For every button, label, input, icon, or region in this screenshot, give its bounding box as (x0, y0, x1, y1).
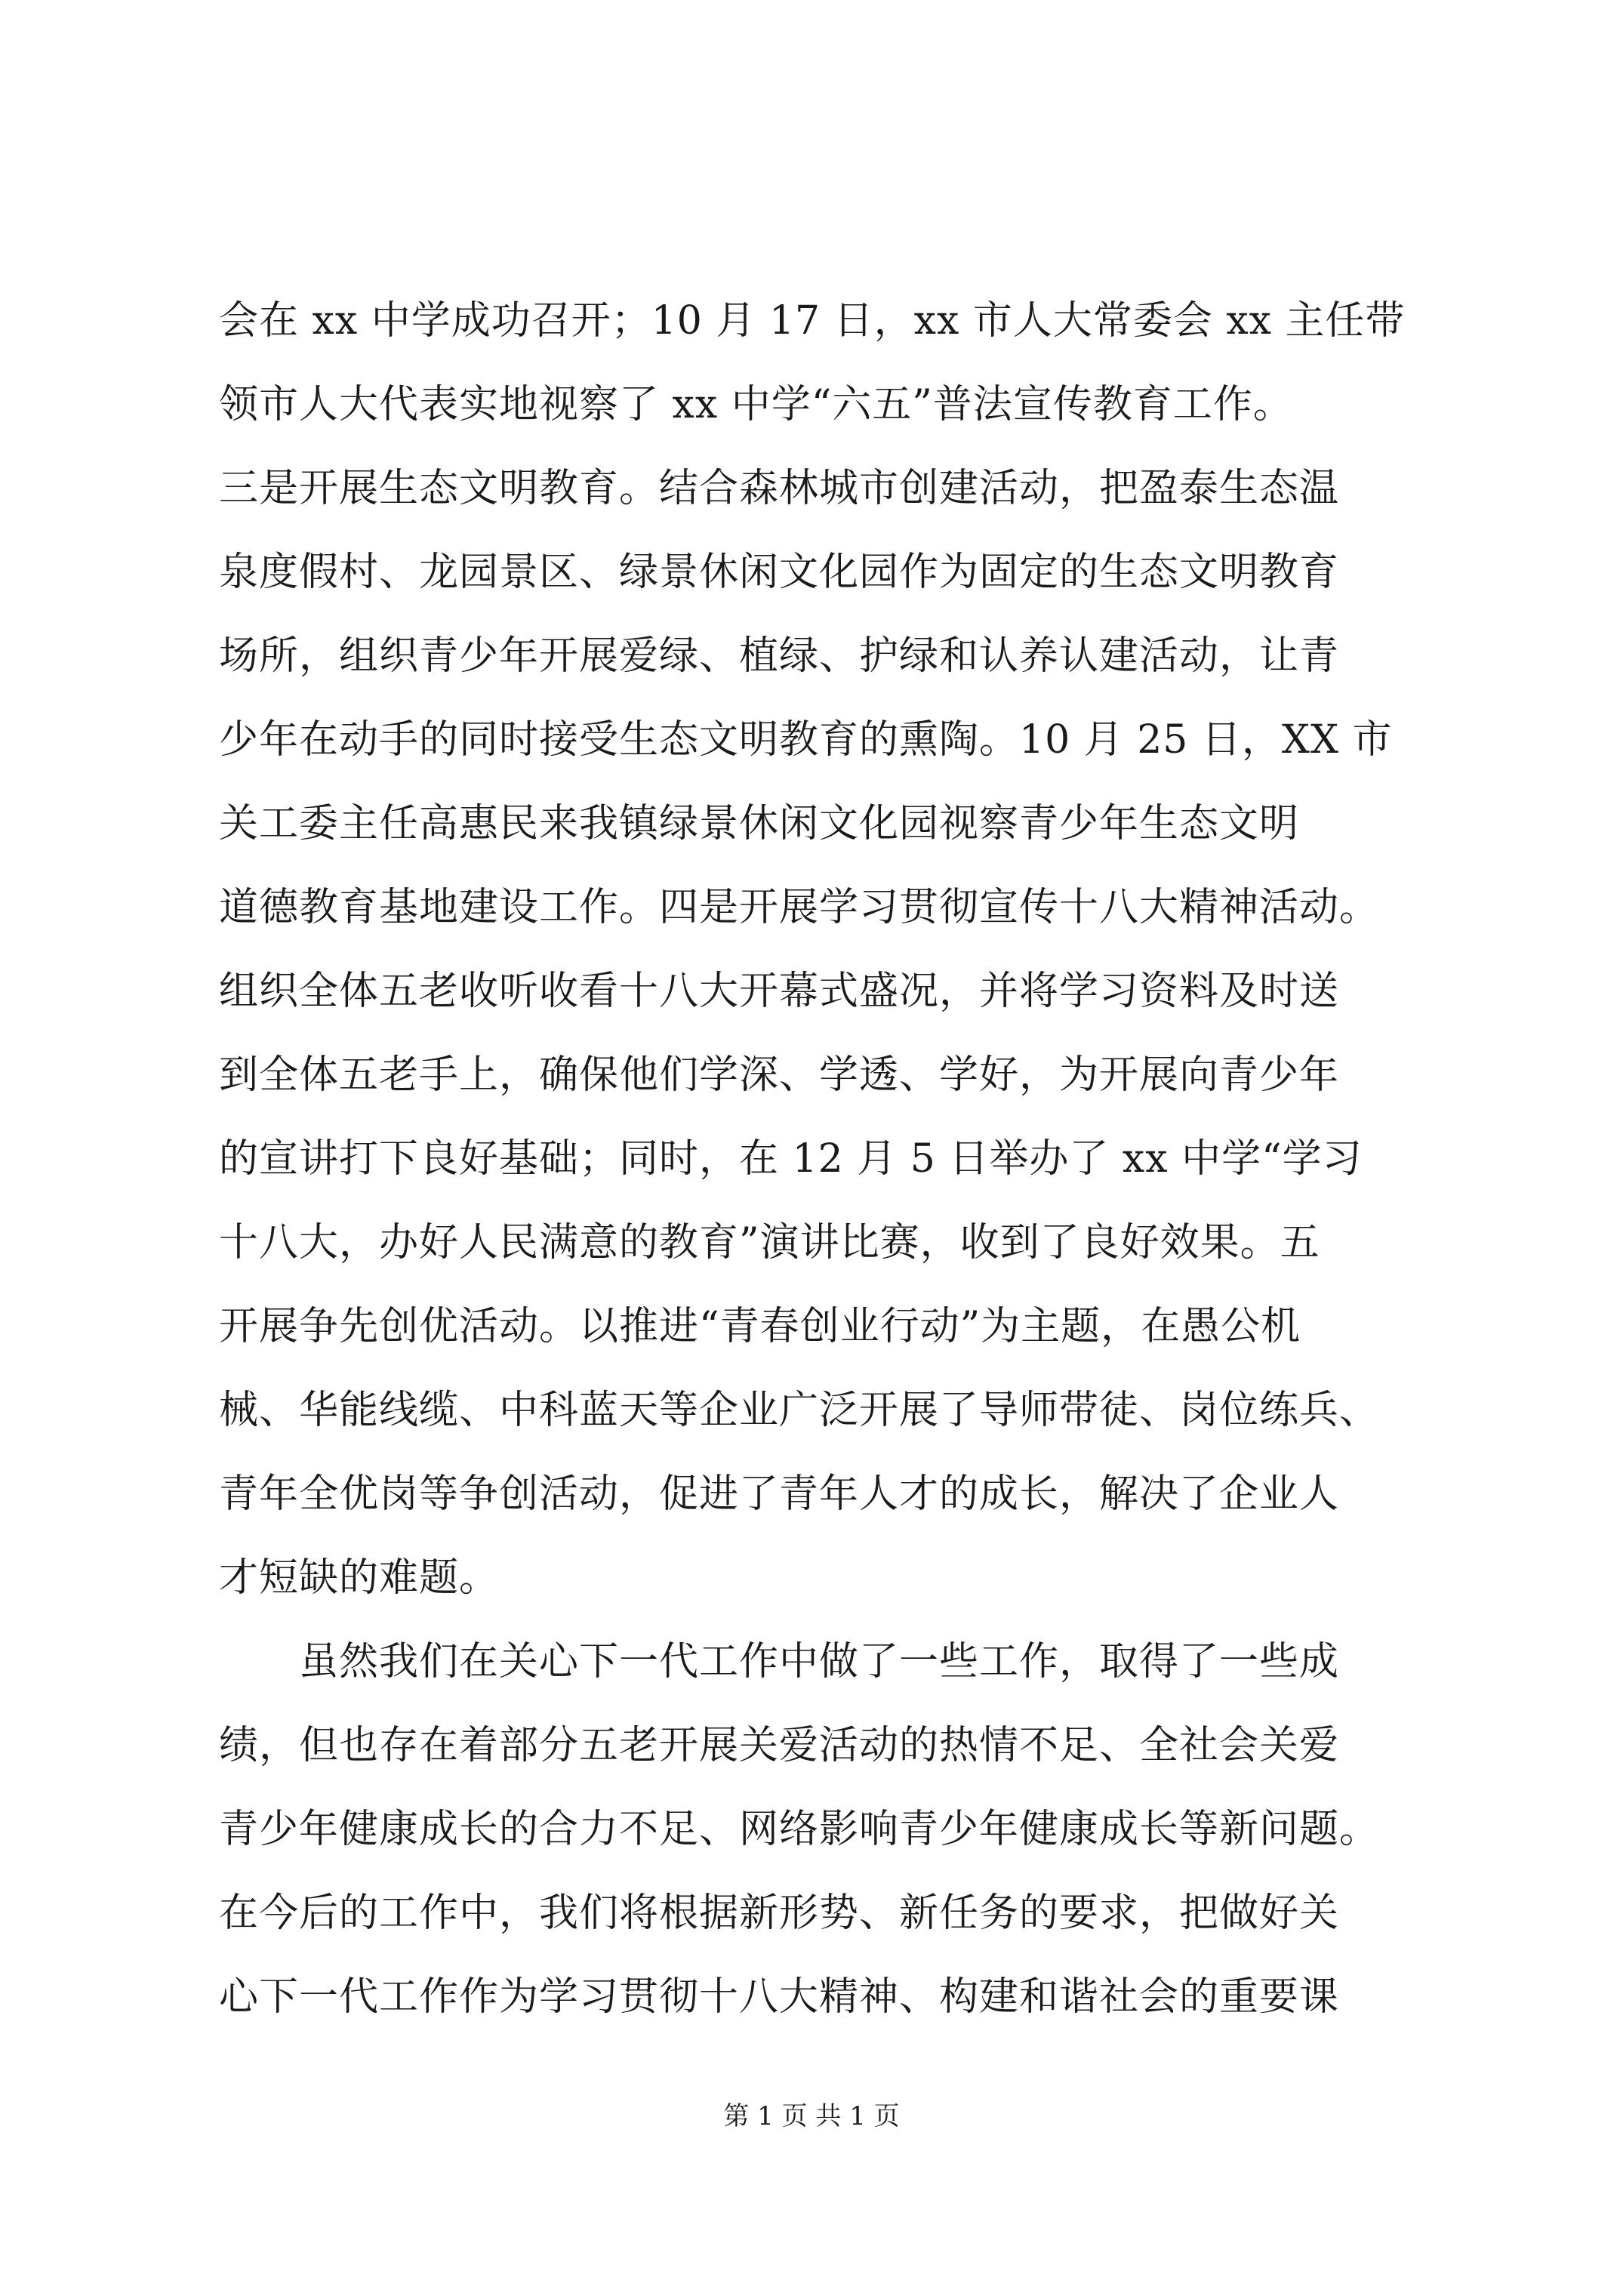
text-line: 到全体五老手上，确保他们学深、学透、学好，为开展向青少年 (219, 1052, 1340, 1098)
text-line: 在今后的工作中，我们将根据新形势、新任务的要求，把做好关 (219, 1891, 1340, 1936)
text-line: 十八大，办好人民满意的教育”演讲比赛，收到了良好效果。五 (219, 1220, 1320, 1265)
text-line: 关工委主任高惠民来我镇绿景休闲文化园视察青少年生态文明 (219, 801, 1300, 846)
text-line: 开展争先创优活动。以推进“青春创业行动”为主题，在愚公机 (219, 1304, 1301, 1349)
text-line: 的宣讲打下良好基础；同时，在 12 月 5 日举办了 xx 中学“学习 (219, 1136, 1363, 1182)
text-line: 心下一代工作作为学习贯彻十八大精神、构建和谐社会的重要课 (219, 1974, 1340, 2020)
text-line: 才短缺的难题。 (219, 1555, 500, 1601)
text-line: 械、华能线缆、中科蓝天等企业广泛开展了导师带徒、岗位练兵、 (219, 1388, 1380, 1433)
text-line: 组织全体五老收听收看十八大开幕式盛况，并将学习资料及时送 (219, 969, 1340, 1014)
text-line: 泉度假村、龙园景区、绿景休闲文化园作为固定的生态文明教育 (219, 550, 1340, 595)
text-line: 绩，但也存在着部分五老开展关爱活动的热情不足、全社会关爱 (219, 1723, 1340, 1768)
text-line: 会在 xx 中学成功召开；10 月 17 日，xx 市人大常委会 xx 主任带 (219, 298, 1406, 344)
text-line: 领市人大代表实地视察了 xx 中学“六五”普法宣传教育工作。 (219, 382, 1293, 427)
text-line: 少年在动手的同时接受生态文明教育的熏陶。10 月 25 日，XX 市 (219, 717, 1393, 763)
text-line: 青年全优岗等争创活动，促进了青年人才的成长，解决了企业人 (219, 1472, 1340, 1517)
text-line: 道德教育基地建设工作。四是开展学习贯彻宣传十八大精神活动。 (219, 885, 1380, 930)
text-line: 青少年健康成长的合力不足、网络影响青少年健康成长等新问题。 (219, 1807, 1380, 1852)
page-footer: 第 1 页 共 1 页 (723, 2101, 900, 2131)
body-text (219, 279, 1434, 2039)
text-line: 场所，组织青少年开展爱绿、植绿、护绿和认养认建活动，让青 (219, 633, 1340, 679)
text-line: 虽然我们在关心下一代工作中做了一些工作，取得了一些成 (219, 1639, 1340, 1684)
text-line: 三是开展生态文明教育。结合森林城市创建活动，把盈泰生态温 (219, 466, 1340, 511)
